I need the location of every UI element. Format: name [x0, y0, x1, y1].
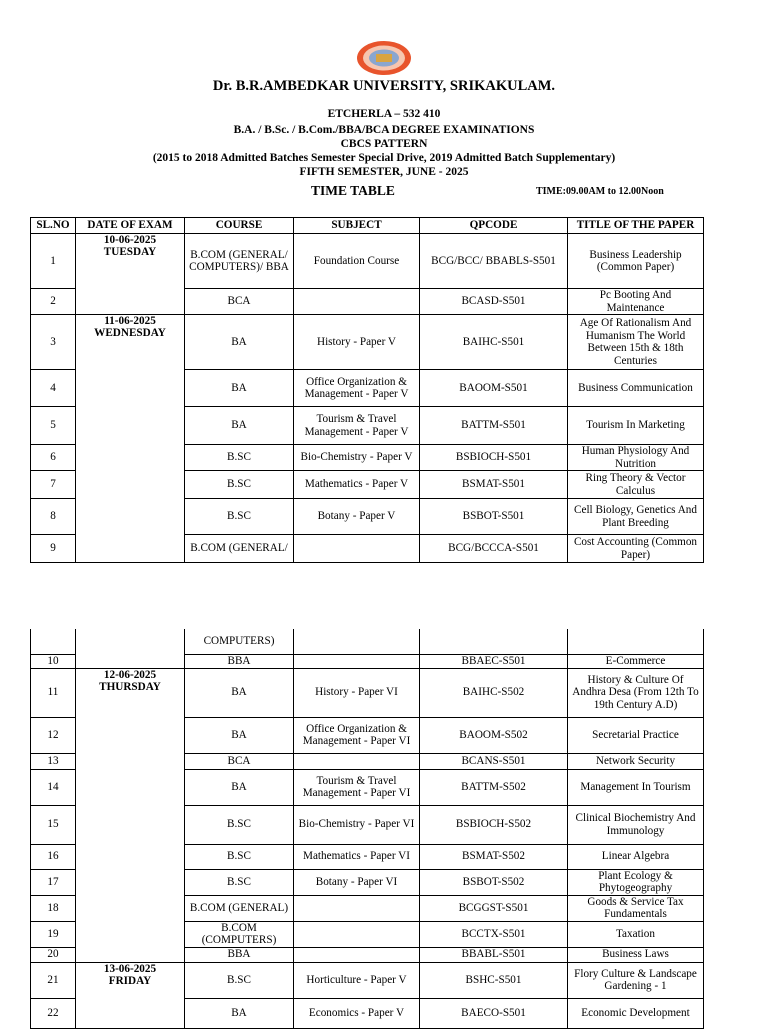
cell-qpcode: BAOOM-S502 — [420, 717, 568, 753]
cell-subject: Foundation Course — [294, 234, 420, 289]
cell-subject: Mathematics - Paper VI — [294, 844, 420, 869]
exam-day: WEDNESDAY — [94, 327, 166, 339]
col-header-qpcode: QPCODE — [420, 218, 568, 234]
col-header-course: COURSE — [185, 218, 294, 234]
cell-title: Economic Development — [568, 998, 704, 1028]
cell-slno: 15 — [31, 805, 76, 844]
cell-title: History & Culture Of Andhra Desa (From 12th To 19th Century A.D) — [568, 668, 704, 717]
cell-qpcode: BATTM-S502 — [420, 769, 568, 805]
cell-qpcode — [420, 629, 568, 654]
exam-day: FRIDAY — [108, 974, 152, 987]
cell-title: Tourism In Marketing — [568, 407, 704, 445]
cell-course: B.SC — [185, 844, 294, 869]
cell-slno: 10 — [31, 654, 76, 668]
cell-slno — [31, 629, 76, 654]
cell-title: Clinical Biochemistry And Immunology — [568, 805, 704, 844]
col-header-title: TITLE OF THE PAPER — [568, 218, 704, 234]
cell-qpcode: BBAEC-S501 — [420, 654, 568, 668]
cell-subject: Botany - Paper V — [294, 499, 420, 535]
col-header-date: DATE OF EXAM — [76, 218, 185, 234]
cell-qpcode: BAIHC-S501 — [420, 315, 568, 370]
cell-qpcode: BCCTX-S501 — [420, 921, 568, 947]
cell-slno: 1 — [31, 234, 76, 289]
cell-course: B.COM (GENERAL) — [185, 895, 294, 921]
cell-title: Cost Accounting (Common Paper) — [568, 535, 704, 563]
cell-qpcode: BCGGST-S501 — [420, 895, 568, 921]
table-row — [31, 629, 704, 654]
cell-title: Cell Biology, Genetics And Plant Breeding — [568, 499, 704, 535]
cell-slno: 11 — [31, 668, 76, 717]
cell-subject — [294, 654, 420, 668]
exam-line: B.A. / B.Sc. / B.Com./BBA/BCA DEGREE EXAMINATIONS — [233, 124, 535, 136]
cell-course: BA — [185, 370, 294, 407]
cell-title — [568, 629, 704, 654]
cell-title: Plant Ecology & Phytogeography — [568, 869, 704, 895]
exam-date: 13-06-2025 — [103, 962, 157, 975]
cell-slno: 18 — [31, 895, 76, 921]
exam-time: TIME:09.00AM to 12.00Noon — [536, 186, 664, 197]
cell-subject: Bio-Chemistry - Paper V — [294, 445, 420, 471]
cell-slno: 2 — [31, 289, 76, 315]
exam-date-cell — [76, 234, 185, 315]
cell-title: Management In Tourism — [568, 769, 704, 805]
cell-qpcode: BCANS-S501 — [420, 753, 568, 769]
cell-subject: Office Organization & Management - Paper VI — [294, 717, 420, 753]
cell-slno: 20 — [31, 947, 76, 962]
cell-subject — [294, 921, 420, 947]
cell-qpcode: BCG/BCC/ BBABLS-S501 — [420, 234, 568, 289]
cell-subject: Botany - Paper VI — [294, 869, 420, 895]
col-header-slno: SL.NO — [31, 218, 76, 234]
cell-course: BCA — [185, 753, 294, 769]
cell-subject — [294, 289, 420, 315]
cell-title: Business Laws — [568, 947, 704, 962]
table-row — [31, 315, 704, 370]
cell-course: B.SC — [185, 869, 294, 895]
cell-qpcode: BAIHC-S502 — [420, 668, 568, 717]
cell-slno: 12 — [31, 717, 76, 753]
cell-subject — [294, 629, 420, 654]
cell-subject: Office Organization & Management - Paper V — [294, 370, 420, 407]
cell-qpcode: BSMAT-S501 — [420, 471, 568, 499]
cell-course: BA — [185, 407, 294, 445]
cell-title: Business Leadership (Common Paper) — [568, 234, 704, 289]
cell-slno: 9 — [31, 535, 76, 563]
cell-title: Ring Theory & Vector Calculus — [568, 471, 704, 499]
address-line: ETCHERLA – 532 410 — [327, 108, 441, 120]
cell-title: Goods & Service Tax Fundamentals — [568, 895, 704, 921]
cell-course: B.COM (GENERAL/ COMPUTERS)/ BBA — [185, 234, 294, 289]
exam-date-cell — [76, 629, 185, 668]
col-header-subject: SUBJECT — [294, 218, 420, 234]
table-row — [31, 668, 704, 717]
cell-title: Business Communication — [568, 370, 704, 407]
cell-course: B.SC — [185, 445, 294, 471]
exam-date: 10-06-2025 — [103, 234, 157, 246]
cell-subject: Mathematics - Paper V — [294, 471, 420, 499]
cell-title: Human Physiology And Nutrition — [568, 445, 704, 471]
cell-subject: Economics - Paper V — [294, 998, 420, 1028]
pattern-line: CBCS PATTERN — [340, 138, 428, 150]
cell-course: B.COM (COMPUTERS) — [185, 921, 294, 947]
cell-slno: 4 — [31, 370, 76, 407]
cell-subject: Bio-Chemistry - Paper VI — [294, 805, 420, 844]
cell-qpcode: BAOOM-S501 — [420, 370, 568, 407]
cell-course: BA — [185, 998, 294, 1028]
cell-qpcode: BSBOT-S501 — [420, 499, 568, 535]
timetable-page-2 — [30, 629, 704, 1029]
semester-line: FIFTH SEMESTER, JUNE - 2025 — [299, 166, 469, 178]
university-name: Dr. B.R.AMBEDKAR UNIVERSITY, SRIKAKULAM. — [212, 78, 556, 94]
cell-subject: History - Paper V — [294, 315, 420, 370]
university-logo — [356, 40, 412, 76]
cell-slno: 8 — [31, 499, 76, 535]
cell-slno: 14 — [31, 769, 76, 805]
cell-slno: 21 — [31, 962, 76, 998]
cell-slno: 16 — [31, 844, 76, 869]
cell-course: B.SC — [185, 499, 294, 535]
cell-subject: Tourism & Travel Management - Paper V — [294, 407, 420, 445]
cell-subject — [294, 947, 420, 962]
cell-course: BA — [185, 315, 294, 370]
cell-course: BA — [185, 717, 294, 753]
cell-title: Linear Algebra — [568, 844, 704, 869]
exam-date: 12-06-2025 — [103, 668, 157, 681]
table-row — [31, 962, 704, 998]
cell-slno: 5 — [31, 407, 76, 445]
cell-slno: 17 — [31, 869, 76, 895]
exam-date: 11-06-2025 — [104, 315, 156, 327]
cell-title: Taxation — [568, 921, 704, 947]
cell-subject: History - Paper VI — [294, 668, 420, 717]
cell-subject — [294, 535, 420, 563]
cell-course: B.COM (GENERAL/ — [185, 535, 294, 563]
cell-slno: 22 — [31, 998, 76, 1028]
cell-title: Age Of Rationalism And Humanism The World Between 15th & 18th Centuries — [568, 315, 704, 370]
exam-date-cell — [76, 315, 185, 563]
cell-course: COMPUTERS) — [185, 629, 294, 654]
cell-slno: 7 — [31, 471, 76, 499]
cell-title: E-Commerce — [568, 654, 704, 668]
timetable-page-1 — [30, 217, 704, 563]
cell-title: Pc Booting And Maintenance — [568, 289, 704, 315]
table-header-row — [31, 218, 704, 234]
cell-course: B.SC — [185, 471, 294, 499]
cell-qpcode: BCG/BCCCA-S501 — [420, 535, 568, 563]
batch-line: (2015 to 2018 Admitted Batches Semester Special Drive, 2019 Admitted Batch Supplementary) — [152, 152, 616, 164]
cell-subject — [294, 895, 420, 921]
exam-day: THURSDAY — [99, 680, 161, 693]
cell-course: B.SC — [185, 962, 294, 998]
exam-date-cell — [76, 668, 185, 962]
cell-course: B.SC — [185, 805, 294, 844]
cell-title: Flory Culture & Landscape Gardening - 1 — [568, 962, 704, 998]
exam-day: TUESDAY — [103, 246, 157, 258]
cell-qpcode: BSBIOCH-S501 — [420, 445, 568, 471]
cell-slno: 3 — [31, 315, 76, 370]
cell-qpcode: BCASD-S501 — [420, 289, 568, 315]
cell-course: BA — [185, 668, 294, 717]
cell-slno: 13 — [31, 753, 76, 769]
cell-subject — [294, 753, 420, 769]
cell-qpcode: BSMAT-S502 — [420, 844, 568, 869]
cell-qpcode: BSBIOCH-S502 — [420, 805, 568, 844]
cell-qpcode: BATTM-S501 — [420, 407, 568, 445]
cell-course: BBA — [185, 654, 294, 668]
cell-subject: Tourism & Travel Management - Paper VI — [294, 769, 420, 805]
cell-qpcode: BBABL-S501 — [420, 947, 568, 962]
cell-qpcode: BAECO-S501 — [420, 998, 568, 1028]
cell-title: Network Security — [568, 753, 704, 769]
cell-slno: 6 — [31, 445, 76, 471]
cell-course: BBA — [185, 947, 294, 962]
cell-course: BA — [185, 769, 294, 805]
cell-course: BCA — [185, 289, 294, 315]
cell-qpcode: BSBOT-S502 — [420, 869, 568, 895]
table-row — [31, 234, 704, 289]
cell-subject: Horticulture - Paper V — [294, 962, 420, 998]
timetable-title: TIME TABLE — [311, 183, 395, 198]
exam-date-cell — [76, 962, 185, 1028]
cell-slno: 19 — [31, 921, 76, 947]
cell-title: Secretarial Practice — [568, 717, 704, 753]
cell-qpcode: BSHC-S501 — [420, 962, 568, 998]
